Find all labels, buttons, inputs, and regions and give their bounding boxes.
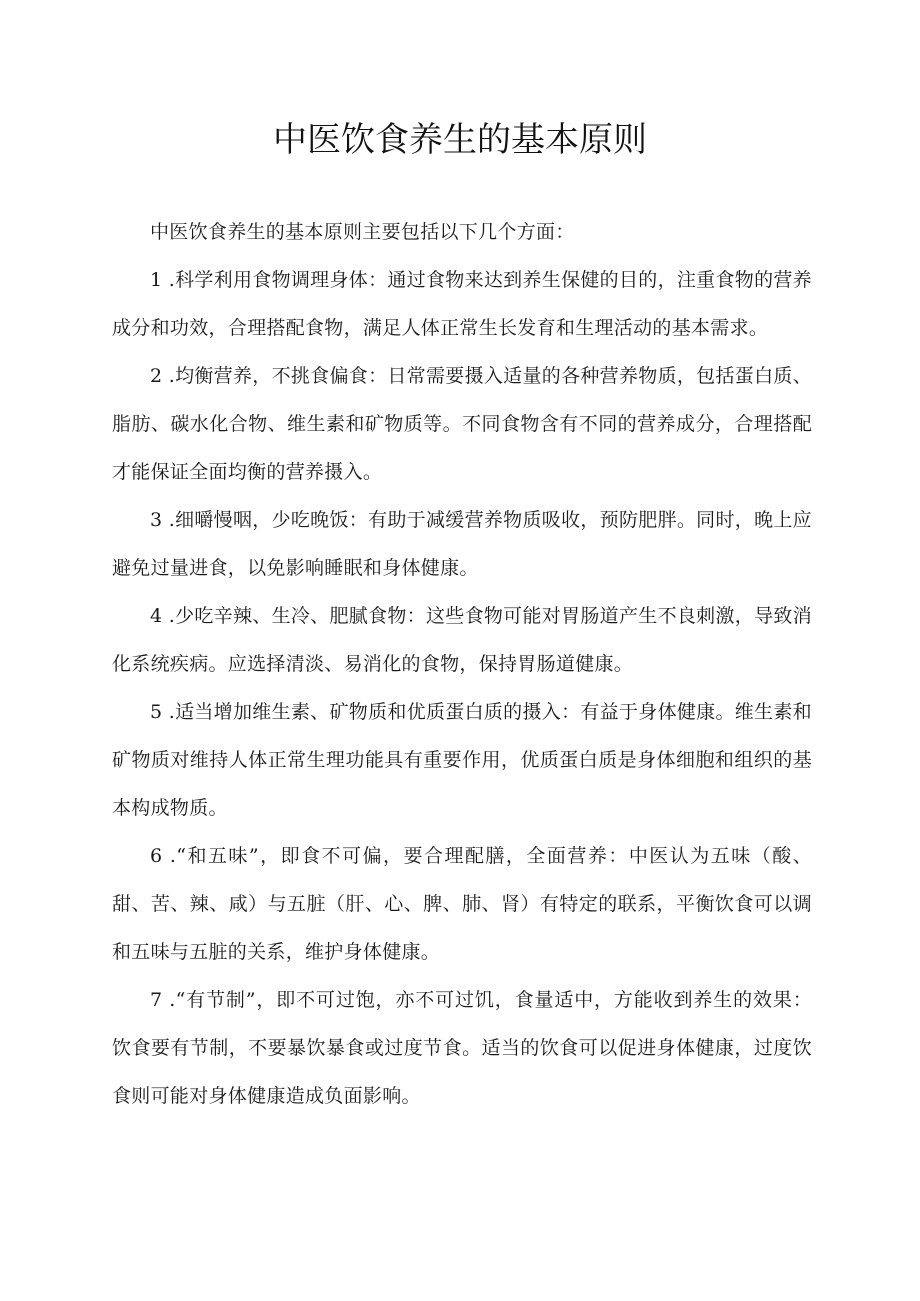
principle-item-7: 7 .“有节制”，即不可过饱，亦不可过饥，食量适中，方能收到养生的效果：饮食要有节制，不要暴饮暴食或过度节食。适当的饮食可以促进身体健康，过度饮食则可能对身体健康造成负面影响。 [112, 989, 812, 1107]
principle-item-2: 2 .均衡营养，不挑食偏食：日常需要摄入适量的各种营养物质，包括蛋白质、脂肪、碳水化合物、维生素和矿物质等。不同食物含有不同的营养成分，合理搭配才能保证全面均衡的营养摄入。 [112, 365, 812, 483]
page-title: 中医饮食养生的基本原则 [273, 120, 647, 160]
principle-item-3: 3 .细嚼慢咽，少吃晚饭：有助于减缓营养物质吸收，预防肥胖。同时，晚上应避免过量进食，以免影响睡眠和身体健康。 [112, 509, 812, 579]
intro-paragraph: 中医饮食养生的基本原则主要包括以下几个方面： [150, 221, 575, 243]
document-body [112, 208, 812, 1120]
principle-item-4: 4 .少吃辛辣、生冷、肥腻食物：这些食物可能对胃肠道产生不良刺激，导致消化系统疾病。应选择清淡、易消化的食物，保持胃肠道健康。 [112, 605, 812, 675]
principle-item-1: 1 .科学利用食物调理身体：通过食物来达到养生保健的目的，注重食物的营养成分和功效，合理搭配食物，满足人体正常生长发育和生理活动的基本需求。 [112, 269, 812, 339]
principle-item-6: 6 .“和五味”，即食不可偏，要合理配膳，全面营养：中医认为五味（酸、甜、苦、辣、咸）与五脏（肝、心、脾、肺、肾）有特定的联系，平衡饮食可以调和五味与五脏的关系，维护身体健康。 [112, 845, 812, 963]
principle-item-5: 5 .适当增加维生素、矿物质和优质蛋白质的摄入：有益于身体健康。维生素和矿物质对维持人体正常生理功能具有重要作用，优质蛋白质是身体细胞和组织的基本构成物质。 [112, 701, 812, 819]
